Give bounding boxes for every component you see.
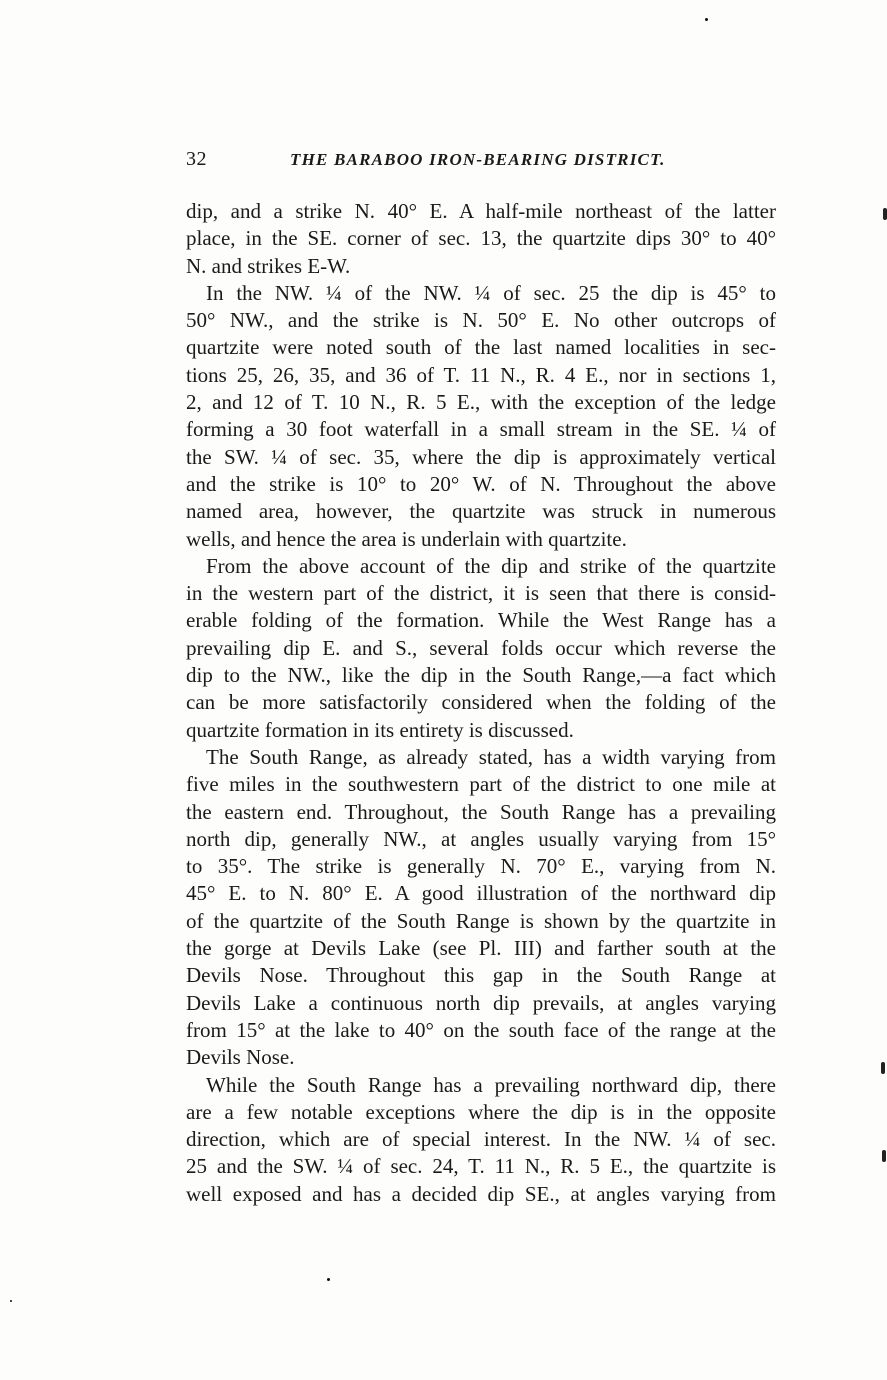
- text-line: Devils Nose.: [186, 1045, 295, 1070]
- text-line: the gorge at Devils Lake (see Pl. III) and farther south at the: [186, 936, 776, 961]
- text-line: direction, which are of special interest. In the NW. ¼ of sec.: [186, 1127, 776, 1152]
- text-line: 50° NW., and the strike is N. 50° E. No other outcrops of: [186, 308, 776, 333]
- scan-edge-mark: [881, 1062, 885, 1074]
- text-line: and the strike is 10° to 20° W. of N. Throughout the above: [186, 471, 776, 496]
- text-line: From the above account of the dip and strike of the quartzite: [206, 553, 776, 578]
- text-line: are a few notable exceptions where the dip is in the opposite: [186, 1099, 776, 1124]
- scan-speck: [327, 1278, 330, 1281]
- page-number: 32: [186, 148, 207, 170]
- text-line: can be more satisfactorily considered when the folding of the: [186, 690, 776, 715]
- body-text: [186, 198, 776, 1208]
- text-line: 2, and 12 of T. 10 N., R. 5 E., with the exception of the ledge: [186, 390, 776, 415]
- text-line: dip, and a strike N. 40° E. A half-mile northeast of the latter: [186, 199, 776, 223]
- text-line: Devils Nose. Throughout this gap in the South Range at: [186, 963, 776, 988]
- text-line: from 15° at the lake to 40° on the south face of the range at the: [186, 1017, 776, 1042]
- scan-speck: [10, 1300, 12, 1302]
- text-line: quartzite were noted south of the last named localities in sec-: [186, 335, 776, 360]
- text-line: tions 25, 26, 35, and 36 of T. 11 N., R. 4 E., nor in sections 1,: [186, 362, 776, 387]
- text-line: of the quartzite of the South Range is shown by the quartzite in: [186, 908, 776, 933]
- text-line: 25 and the SW. ¼ of sec. 24, T. 11 N., R. 5 E., the quartzite is: [186, 1154, 776, 1179]
- text-line: named area, however, the quartzite was struck in numerous: [186, 499, 776, 524]
- text-line: dip to the NW., like the dip in the South Range,—a fact which: [186, 663, 776, 688]
- text-line: in the western part of the district, it is seen that there is consid-: [186, 581, 776, 606]
- text-line: wells, and hence the area is underlain with quartzite.: [186, 526, 627, 551]
- scan-edge-mark: [883, 208, 887, 220]
- page-header: [186, 148, 776, 178]
- text-line: to 35°. The strike is generally N. 70° E., varying from N.: [186, 854, 776, 879]
- text-line: quartzite formation in its entirety is discussed.: [186, 717, 574, 742]
- text-line: place, in the SE. corner of sec. 13, the quartzite dips 30° to 40°: [186, 226, 776, 251]
- text-line: north dip, generally NW., at angles usually varying from 15°: [186, 826, 776, 851]
- text-line: well exposed and has a decided dip SE., at angles varying from: [186, 1181, 776, 1206]
- text-line: erable folding of the formation. While the West Range has a: [186, 608, 776, 633]
- text-line: The South Range, as already stated, has a width varying from: [206, 744, 776, 769]
- text-line: the eastern end. Throughout, the South Range has a prevailing: [186, 799, 776, 824]
- text-line: prevailing dip E. and S., several folds occur which reverse the: [186, 635, 776, 660]
- running-title: THE BARABOO IRON-BEARING DISTRICT.: [290, 150, 666, 169]
- text-line: In the NW. ¼ of the NW. ¼ of sec. 25 the dip is 45° to: [206, 280, 776, 305]
- text-line: forming a 30 foot waterfall in a small stream in the SE. ¼ of: [186, 417, 776, 442]
- text-line: the SW. ¼ of sec. 35, where the dip is approximately vertical: [186, 444, 776, 469]
- text-line: While the South Range has a prevailing northward dip, there: [206, 1072, 776, 1097]
- scan-speck: [705, 18, 708, 21]
- text-line: N. and strikes E-W.: [186, 253, 351, 278]
- text-line: 45° E. to N. 80° E. A good illustration of the northward dip: [186, 881, 776, 906]
- scan-edge-mark: [882, 1150, 886, 1162]
- text-line: five miles in the southwestern part of the district to one mile at: [186, 772, 776, 797]
- text-line: Devils Lake a continuous north dip prevails, at angles varying: [186, 990, 776, 1015]
